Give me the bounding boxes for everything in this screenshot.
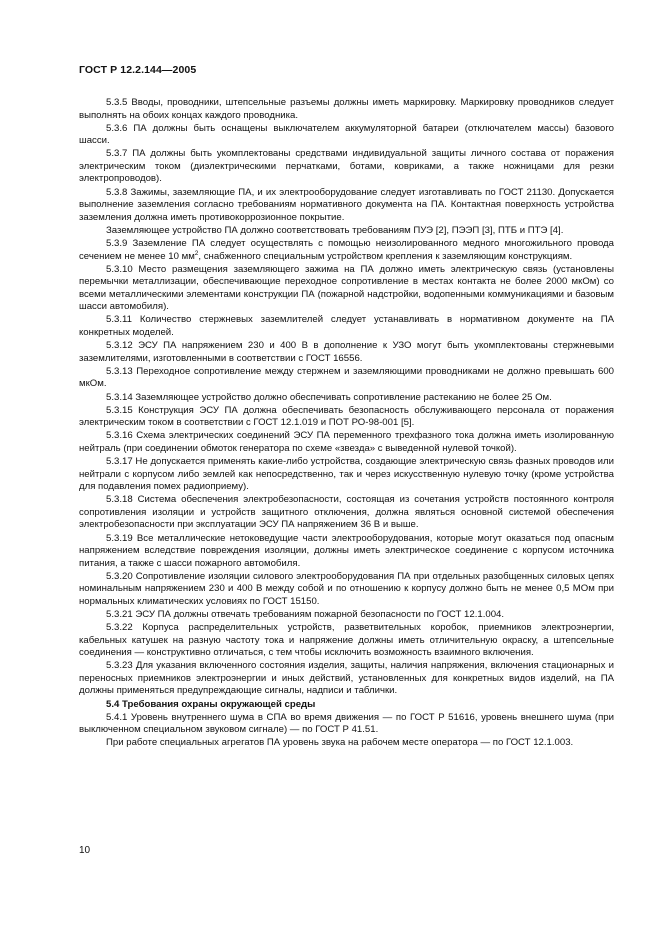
clause-5-3-10: 5.3.10 Место размещения заземляющего зажима на ПА должно иметь электрическую связь (установлены перемычки металлизации, обеспечивающие переходное сопротивление в местах контакта не более 2000 мкОм) со всеми металлическими элементами конструкции ПА (пожарной надстройки, водопенными коммуникациями и базовым шасси автомобиля). [79,263,614,313]
clause-5-3-20: 5.3.20 Сопротивление изоляции силового электрооборудования ПА при отдельных разобщенных силовых цепях номинальным напряжением 230 и 400 В между собой и по отношению к корпусу должно быть не менее 0,5 МОм при нормальных климатических условиях по ГОСТ 15150. [79,570,614,607]
clause-5-3-17: 5.3.17 Не допускается применять какие-либо устройства, создающие электрическую связь фазных проводов или нейтрали с корпусом либо землей как непосредственно, так и через искусственную нулевую точку (кроме устройства для подавления помех радиоприему). [79,456,614,493]
clause-5-3-9-text-end: , снабженного специальным устройством крепления к заземляющим конструкциям. [198,250,573,262]
clause-5-3-21: 5.3.21 ЭСУ ПА должны отвечать требованиям пожарной безопасности по ГОСТ 12.1.004. [106,608,505,620]
clause-5-3-11: 5.3.11 Количество стержневых заземлителей следует устанавливать в нормативном документе на ПА конкретных моделей. [79,314,614,338]
clause-5-4-1-operator: При работе специальных агрегатов ПА уровень звука на рабочем месте оператора — по ГОСТ 12.1.003. [106,737,574,749]
clause-5-3-9-superscript: 2 [194,249,199,257]
clause-5-3-22: 5.3.22 Корпуса распределительных устройств, разветвительных коробок, приемников электроэнергии, кабельных катушек на разную частоту тока и напряжение должны иметь отличительную окраску, а штепсельные соединения — конструктивно отличаться, с тем чтобы исключить возможность взаимного включения. [79,622,614,659]
clause-5-3-16: 5.3.16 Схема электрических соединений ЭСУ ПА переменного трехфазного тока должна иметь изолированную нейтраль (при соединении обмоток генератора по схеме «звезда» с выведенной нулевой точкой). [79,430,614,454]
clause-5-3-8-grounding: Заземляющее устройство ПА должно соответствовать требованиям ПУЭ [2], ПЭЭП [3], ПТБ и ПТЭ [4]. [106,224,564,236]
document-body [79,97,614,751]
clause-5-3-19: 5.3.19 Все металлические нетоковедущие части электрооборудования, которые могут оказаться под опасным напряжением вследствие повреждения изоляции, должны иметь электрическое соединение с корпусом источника питания, а также с шасси пожарного автомобиля. [79,532,614,569]
clause-5-3-5: 5.3.5 Вводы, проводники, штепсельные разъемы должны иметь маркировку. Маркировку проводников следует выполнять на обоих концах каждого проводника. [79,97,614,121]
clause-5-3-23: 5.3.23 Для указания включенного состояния изделия, защиты, наличия напряжения, включения стационарных и переносных приемников электроэнергии и иных действий, установленных для конкретных видов изделий, на ПА должны применяться предупреждающие сигналы, надписи и таблички. [79,660,614,697]
clause-5-4-1: 5.4.1 Уровень внутреннего шума в СПА во время движения — по ГОСТ Р 51616, уровень внешнего шума (при выключенном специальном звуковом сигнале) — по ГОСТ Р 41.51. [79,711,614,736]
clause-5-3-6: 5.3.6 ПА должны быть оснащены выключателем аккумуляторной батареи (отключателем массы) базового шасси. [79,122,614,147]
clause-5-3-9 [79,238,614,263]
section-heading-5-4: 5.4 Требования охраны окружающей среды [106,698,316,710]
clause-5-3-13: 5.3.13 Переходное сопротивление между стержнем и заземляющими проводниками не должно превышать 600 мкОм. [79,365,614,390]
document-header: ГОСТ Р 12.2.144—2005 [79,64,197,76]
clause-5-3-8: 5.3.8 Зажимы, заземляющие ПА, и их электрооборудование следует изготавливать по ГОСТ 21130. Допускается выполнение заземления согласно требованиям нормативного документа на ПА. Контактная поверхность устройства заземления должна иметь противокоррозионное покрытие. [79,186,614,223]
clause-5-3-7: 5.3.7 ПА должны быть укомплектованы средствами индивидуальной защиты личного состава от поражения электрическим током (диэлектрическими перчатками, ботами, ковриками, а также ножницами для резки электропроводов). [79,148,614,185]
clause-5-3-14: 5.3.14 Заземляющее устройство должно обеспечивать сопротивление растеканию не более 25 Ом. [106,391,552,403]
clause-5-3-15: 5.3.15 Конструкция ЭСУ ПА должна обеспечивать безопасность обслуживающего персонала от поражения электрическим током в соответствии с ГОСТ 12.1.019 и ПОТ РО-98-001 [5]. [79,404,614,429]
clause-5-3-12: 5.3.12 ЭСУ ПА напряжением 230 и 400 В в дополнение к УЗО могут быть укомплектованы стержневыми заземлителями, изготовленными в соответствии с ГОСТ 16556. [79,340,614,364]
clause-5-3-18: 5.3.18 Система обеспечения электробезопасности, состоящая из сочетания устройств постоянного контроля сопротивления изоляции и устройств защитного отключения, должна являться основной системой обеспечения электробезопасности при эксплуатации ЭСУ ПА напряжением 36 В и выше. [79,494,614,531]
clause-5-3-9-text: 5.3.9 Заземление ПА следует осуществлять с помощью неизолированного медного многожильного провода сечением не менее 10 мм [79,237,614,262]
page-number: 10 [79,845,91,856]
